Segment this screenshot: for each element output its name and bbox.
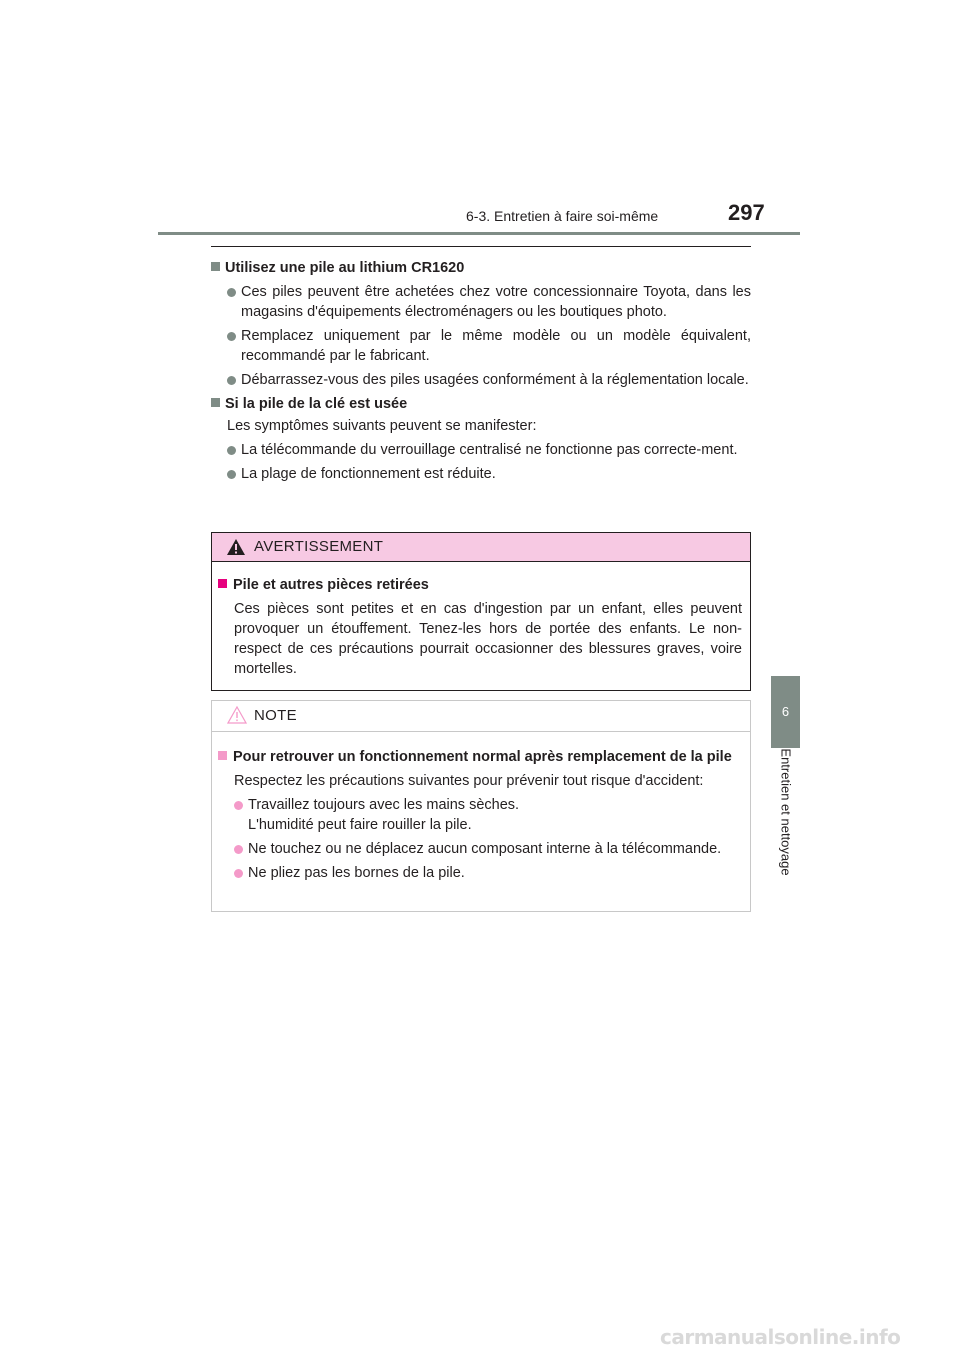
round-bullet-icon: [227, 288, 236, 297]
note-box: [211, 700, 751, 912]
list-item-subline: L'humidité peut faire rouiller la pile.: [248, 817, 472, 833]
round-bullet-icon: [227, 376, 236, 385]
warning-text: Ces pièces sont petites et en cas d'ingestion par un enfant, elles peuvent provoquer un étouffement. Tenez-les hors de portée des enfants. Le non-respect de ces précautions pourrait occasionner des blessures graves, voire mortelles.: [234, 601, 742, 677]
list-item-text: Remplacez uniquement par le même modèle ou un modèle équivalent, recommandé par le fabricant.: [241, 328, 751, 364]
chapter-label: [768, 744, 804, 894]
section-intro: Les symptômes suivants peuvent se manifester:: [227, 418, 537, 434]
section-title-worn: [211, 394, 751, 414]
list-item-text: [248, 795, 742, 835]
list-item-text: Débarrassez-vous des piles usagées conformément à la réglementation locale.: [241, 372, 749, 388]
note-body: [212, 732, 750, 883]
list-item: [227, 326, 751, 366]
round-bullet-icon: [227, 446, 236, 455]
warning-header: [212, 533, 750, 562]
square-bullet-icon: [211, 262, 220, 271]
main-content: [211, 256, 751, 484]
list-item: [234, 795, 742, 835]
header-divider: [158, 232, 800, 235]
list-item: [234, 839, 742, 859]
caution-outline-icon: [227, 706, 247, 724]
note-title-text: Pour retrouver un fonctionnement normal après remplacement de la pile: [233, 749, 732, 765]
section-title-text: Utilisez une pile au lithium CR1620: [225, 260, 465, 276]
square-bullet-icon: [218, 579, 227, 588]
warning-title-text: Pile et autres pièces retirées: [233, 577, 429, 593]
round-bullet-icon: [227, 470, 236, 479]
list-item: [227, 282, 751, 322]
list-item-text: La télécommande du verrouillage centralisé ne fonctionne pas correcte-ment.: [241, 442, 738, 458]
warning-title: [218, 575, 742, 595]
note-title: [218, 747, 742, 767]
square-bullet-icon: [211, 398, 220, 407]
chapter-label-text: Entretien et nettoyage: [778, 748, 794, 876]
page-number: 297: [728, 200, 765, 225]
round-bullet-icon: [234, 845, 243, 854]
section-title-text: Si la pile de la clé est usée: [225, 396, 408, 412]
list-item: [227, 464, 751, 484]
chapter-tab[interactable]: 6: [771, 676, 800, 748]
watermark-link[interactable]: carmanualsonline.info: [660, 1325, 901, 1349]
list-item: [227, 370, 751, 390]
list-item-text: La plage de fonctionnement est réduite.: [241, 466, 496, 482]
section-title-battery: [211, 258, 751, 278]
list-item-text: Ne pliez pas les bornes de la pile.: [248, 865, 465, 881]
round-bullet-icon: [234, 869, 243, 878]
round-bullet-icon: [227, 332, 236, 341]
warning-body: [212, 562, 750, 679]
warning-box: [211, 532, 751, 691]
note-intro: Respectez les précautions suivantes pour prévenir tout risque d'accident:: [234, 773, 704, 789]
list-item: [227, 440, 751, 460]
list-item-line: Travaillez toujours avec les mains sèches.: [248, 797, 520, 813]
warning-triangle-icon: [227, 539, 245, 555]
note-heading: NOTE: [254, 707, 297, 724]
list-item: [234, 863, 742, 883]
square-bullet-icon: [218, 751, 227, 760]
warning-heading: AVERTISSEMENT: [254, 538, 384, 555]
round-bullet-icon: [234, 801, 243, 810]
list-item-text: Ces piles peuvent être achetées chez votre concessionnaire Toyota, dans les magasins d'équipements électroménagers ou les boutiques photo.: [241, 284, 751, 320]
content-divider: [211, 246, 751, 247]
list-item-text: Ne touchez ou ne déplacez aucun composant interne à la télécommande.: [248, 841, 722, 857]
note-header: [212, 701, 750, 732]
section-header: 6-3. Entretien à faire soi-même: [466, 208, 659, 224]
